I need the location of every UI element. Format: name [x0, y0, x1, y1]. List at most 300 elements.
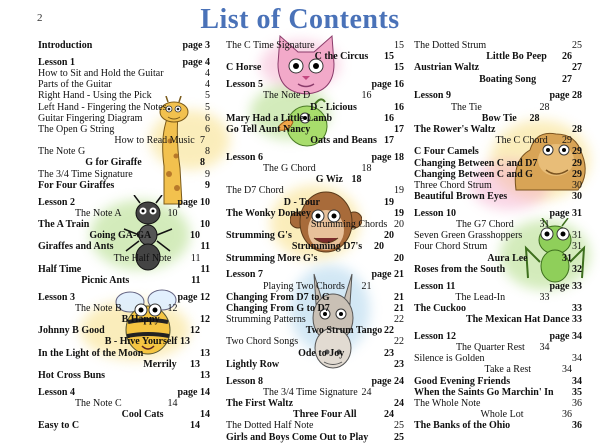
lesson-heading: [38, 57, 210, 68]
entry-page: 34: [562, 364, 572, 376]
entry-title: The G7 Chord: [455, 219, 514, 230]
entry-page: 27: [562, 73, 572, 85]
entry-title: Lesson 2: [38, 196, 75, 208]
entry-page: 13: [190, 358, 200, 370]
entry-page: 23: [384, 347, 394, 359]
entry-page: 20: [374, 241, 384, 253]
entry-page: 13: [200, 347, 210, 359]
entry-page: 26: [562, 51, 572, 63]
entry-page: 21: [361, 280, 372, 292]
entry-page: 23: [394, 358, 404, 370]
entry-title: Easy to C: [38, 420, 80, 432]
lesson-heading: [38, 292, 210, 303]
entry-title: D - Tour: [283, 196, 320, 208]
entry-page: 33: [572, 314, 582, 326]
song-entry: [226, 241, 404, 252]
entry-title: Girls and Boys Come Out to Play: [226, 431, 369, 443]
entry-title: Lesson 9: [414, 90, 451, 102]
entry-title: Playing Two Chords: [262, 280, 345, 292]
entry-title: Two Chord Songs: [226, 336, 299, 348]
lesson-heading: [414, 208, 582, 219]
entry-title: Lesson 7: [226, 269, 263, 281]
song-entry: [414, 124, 582, 135]
lesson-heading: [414, 281, 582, 292]
entry-page: page 18: [371, 151, 404, 163]
song-entry: [38, 348, 210, 359]
page-number: 2: [37, 12, 43, 24]
entry-page: 13: [200, 370, 210, 382]
lesson-heading: [226, 269, 404, 280]
entry-title: Strumming More G's: [226, 252, 318, 264]
topic-entry: [414, 135, 582, 146]
entry-page: page 24: [371, 375, 404, 387]
entry-page: page 3: [182, 40, 210, 51]
entry-title: Left Hand - Fingering the Notes: [38, 101, 167, 113]
entry-page: 33: [539, 291, 550, 303]
entry-page: 12: [167, 302, 178, 314]
entry-page: 34: [572, 353, 582, 365]
lesson-heading: [38, 40, 210, 51]
entry-page: 19: [384, 196, 394, 208]
topic-entry: [226, 314, 404, 325]
entry-page: 14: [200, 409, 210, 421]
entry-page: 28: [539, 101, 550, 113]
topic-entry: [414, 342, 582, 353]
entry-page: 30: [572, 179, 582, 191]
entry-page: 6: [205, 124, 210, 135]
entry-page: 34: [572, 375, 582, 387]
entry-title: G Wiz: [315, 174, 343, 186]
topic-entry: [414, 180, 582, 191]
entry-title: Guitar Fingering Diagram: [38, 112, 143, 124]
song-entry: [226, 230, 404, 241]
entry-page: 30: [572, 191, 582, 203]
entry-page: page 16: [371, 79, 404, 91]
entry-title: Going GA-GA: [89, 230, 152, 242]
entry-title: Strumming G's: [226, 230, 292, 242]
entry-title: The Open G String: [38, 124, 115, 135]
song-entry: [226, 409, 404, 420]
entry-title: G for Giraffe: [85, 157, 142, 169]
entry-page: 9: [205, 168, 210, 180]
entry-title: Lesson 5: [226, 79, 263, 91]
entry-title: C the Circus: [314, 51, 369, 63]
entry-title: Lesson 10: [414, 207, 456, 219]
entry-title: C Four Camels: [414, 146, 479, 158]
entry-title: The Note A: [74, 207, 122, 219]
entry-page: 12: [190, 325, 200, 337]
topic-entry: [38, 79, 210, 90]
entry-title: Mary Had a Little Lamb: [226, 112, 333, 124]
entry-page: 11: [190, 252, 201, 264]
song-entry: [414, 253, 582, 264]
entry-title: The 3/4 Time Signature: [38, 168, 133, 180]
song-entry: [414, 169, 582, 180]
entry-page: 21: [394, 302, 404, 314]
entry-title: How to Sit and Hold the Guitar: [38, 67, 164, 79]
entry-title: The Note D: [262, 90, 311, 102]
entry-title: How to Read Music: [114, 135, 195, 147]
entry-page: 22: [394, 314, 404, 326]
song-entry: [226, 303, 404, 314]
entry-title: Hot Cross Buns: [38, 370, 106, 382]
entry-title: When the Saints Go Marchin' In: [414, 386, 554, 398]
song-entry: [226, 348, 404, 359]
lesson-heading: [226, 152, 404, 163]
entry-page: 8: [205, 146, 210, 158]
entry-page: 10: [167, 207, 178, 219]
entry-page: 28: [572, 123, 582, 135]
entry-page: page 34: [549, 330, 582, 342]
song-entry: [226, 135, 404, 146]
lesson-heading: [226, 376, 404, 387]
entry-title: Changing Between C and G: [414, 168, 533, 180]
entry-page: page 4: [182, 56, 210, 68]
song-entry: [226, 51, 404, 62]
topic-entry: [414, 241, 582, 252]
entry-page: 20: [394, 219, 404, 231]
page-title: List of Contents: [200, 4, 400, 35]
entry-page: 24: [361, 386, 372, 398]
entry-title: Lesson 1: [38, 56, 75, 68]
entry-page: 36: [562, 409, 572, 421]
entry-page: 32: [572, 263, 582, 275]
entry-page: 36: [572, 398, 582, 410]
entry-title: The Dotted Strum: [414, 40, 487, 51]
lesson-heading: [414, 331, 582, 342]
song-entry: [38, 325, 210, 336]
entry-page: 12: [200, 314, 210, 326]
entry-title: Johnny B Good: [38, 325, 105, 337]
topic-entry: [38, 68, 210, 79]
entry-title: Austrian Waltz: [414, 62, 480, 74]
entry-title: Half Time: [38, 263, 82, 275]
song-entry: [226, 208, 404, 219]
entry-page: 11: [200, 241, 210, 253]
entry-title: In the Light of the Moon: [38, 347, 144, 359]
entry-title: The Wonky Donkey: [226, 207, 311, 219]
entry-title: Beautiful Brown Eyes: [414, 191, 508, 203]
song-entry: [414, 420, 582, 431]
entry-page: 25: [394, 431, 404, 443]
entry-title: B - Hive Yourself: [104, 336, 178, 348]
entry-title: Two Strum Tango: [305, 325, 383, 337]
entry-page: 31: [539, 219, 550, 230]
entry-page: 35: [572, 386, 582, 398]
song-entry: [38, 314, 210, 325]
song-entry: [38, 409, 210, 420]
entry-title: Whole Lot: [480, 409, 524, 421]
entry-page: 36: [572, 420, 582, 432]
topic-entry: [226, 185, 404, 196]
entry-title: The C Time Signature: [226, 40, 315, 51]
song-entry: [226, 113, 404, 124]
entry-title: Good Evening Friends: [414, 375, 511, 387]
entry-title: Introduction: [38, 40, 93, 51]
entry-title: Lesson 11: [414, 280, 456, 292]
entry-page: 15: [394, 62, 404, 74]
lesson-heading: [38, 387, 210, 398]
song-entry: [414, 146, 582, 157]
entry-page: 24: [384, 409, 394, 421]
entry-page: 28: [529, 112, 540, 124]
lesson-heading: [38, 197, 210, 208]
topic-entry: [226, 90, 404, 101]
song-entry: [414, 62, 582, 73]
entry-page: 29: [562, 135, 572, 147]
entry-page: 8: [200, 157, 205, 169]
contents-column-3: [414, 40, 582, 432]
entry-page: page 28: [549, 90, 582, 102]
entry-page: 21: [394, 291, 404, 303]
topic-entry: [226, 420, 404, 431]
topic-entry: [226, 40, 404, 51]
entry-title: Aura Lee: [487, 252, 528, 264]
topic-entry: [38, 398, 210, 409]
entry-page: 6: [205, 112, 210, 124]
entry-title: Strumming Patterns: [226, 314, 306, 326]
song-entry: [38, 219, 210, 230]
contents-column-1: [38, 40, 210, 432]
entry-title: Lesson 6: [226, 151, 263, 163]
entry-page: 20: [384, 230, 394, 242]
entry-title: For Four Giraffes: [38, 179, 115, 191]
entry-title: Take a Rest: [484, 364, 532, 376]
entry-page: 5: [205, 101, 210, 113]
topic-entry: [38, 253, 210, 264]
song-entry: [38, 264, 210, 275]
song-entry: [38, 336, 210, 347]
entry-page: page 14: [177, 386, 210, 398]
entry-title: The Mexican Hat Dance: [465, 314, 570, 326]
entry-title: Bow Tie: [481, 112, 517, 124]
entry-title: The Quarter Rest: [455, 342, 525, 354]
entry-title: The Dotted Half Note: [226, 420, 314, 432]
entry-title: The Half Note: [113, 252, 172, 264]
entry-page: 25: [572, 40, 582, 51]
entry-title: D - Licious: [310, 101, 357, 113]
topic-entry: [38, 90, 210, 101]
entry-page: 19: [394, 185, 404, 197]
entry-title: Little Bo Peep: [486, 51, 547, 63]
entry-title: The Note G: [38, 146, 86, 158]
song-entry: [226, 359, 404, 370]
topic-entry: [38, 135, 210, 146]
entry-title: Seven Green Grasshoppers: [414, 230, 523, 242]
entry-title: C Horse: [226, 62, 262, 74]
topic-entry: [226, 163, 404, 174]
entry-page: 31: [572, 230, 582, 242]
entry-page: 31: [572, 241, 582, 253]
topic-entry: [414, 40, 582, 51]
entry-page: 7: [200, 135, 205, 147]
entry-title: The Lead-In: [455, 291, 506, 303]
song-entry: [414, 387, 582, 398]
entry-title: The G Chord: [262, 163, 316, 175]
song-entry: [38, 157, 210, 168]
song-entry: [226, 432, 404, 443]
entry-title: The Whole Note: [414, 398, 481, 410]
song-entry: [226, 398, 404, 409]
entry-title: Go Tell Aunt Nancy: [226, 123, 311, 135]
entry-title: The Cuckoo: [414, 302, 466, 314]
entry-title: Lightly Row: [226, 358, 280, 370]
song-entry: [38, 180, 210, 191]
song-entry: [414, 74, 582, 85]
entry-title: Three Chord Strum: [414, 179, 492, 191]
song-entry: [226, 253, 404, 264]
entry-title: The Note C: [74, 398, 122, 409]
song-entry: [226, 325, 404, 336]
topic-entry: [38, 169, 210, 180]
entry-page: 18: [351, 174, 362, 186]
entry-title: Silence is Golden: [414, 353, 485, 365]
entry-title: The C Chord: [495, 135, 548, 147]
entry-page: 11: [191, 274, 201, 286]
topic-entry: [414, 219, 582, 230]
entry-page: 11: [200, 263, 210, 275]
entry-title: Right Hand - Using the Pick: [38, 90, 152, 102]
entry-page: page 33: [549, 280, 582, 292]
entry-title: The 3/4 Time Signature: [262, 386, 358, 398]
entry-title: Roses from the South: [414, 263, 506, 275]
topic-entry: [38, 124, 210, 135]
entry-title: Lesson 8: [226, 375, 263, 387]
entry-title: Oats and Beans: [310, 135, 377, 147]
entry-page: 14: [190, 420, 200, 432]
song-entry: [38, 275, 210, 286]
song-entry: [226, 124, 404, 135]
entry-title: The Note B: [74, 302, 122, 314]
song-entry: [414, 314, 582, 325]
song-entry: [414, 113, 582, 124]
song-entry: [226, 102, 404, 113]
entry-page: 15: [394, 40, 404, 51]
topic-entry: [226, 219, 404, 230]
entry-title: B Happy: [121, 314, 160, 326]
entry-title: The Banks of the Ohio: [414, 420, 511, 432]
entry-title: Four Chord Strum: [414, 241, 488, 253]
entry-page: 16: [384, 112, 394, 124]
entry-page: 29: [572, 146, 582, 158]
topic-entry: [414, 409, 582, 420]
song-entry: [414, 264, 582, 275]
entry-page: 31: [562, 252, 572, 264]
entry-page: 25: [394, 420, 404, 432]
entry-page: 33: [572, 302, 582, 314]
entry-page: 22: [384, 325, 394, 337]
entry-title: Strumming Chords: [310, 219, 388, 230]
entry-title: The Tie: [450, 101, 482, 113]
song-entry: [414, 191, 582, 202]
song-entry: [226, 197, 404, 208]
entry-page: page 10: [177, 196, 210, 208]
song-entry: [38, 359, 210, 370]
topic-entry: [38, 303, 210, 314]
song-entry: [226, 292, 404, 303]
entry-page: 34: [539, 342, 550, 354]
entry-page: 20: [394, 252, 404, 264]
entry-title: Changing From D7 to G: [226, 291, 330, 303]
entry-page: 18: [361, 163, 372, 175]
entry-page: 29: [572, 168, 582, 180]
entry-page: 13: [180, 336, 190, 348]
song-entry: [414, 303, 582, 314]
topic-entry: [38, 208, 210, 219]
topic-entry: [414, 353, 582, 364]
entry-page: 15: [384, 51, 394, 63]
entry-title: Lesson 4: [38, 386, 75, 398]
entry-page: 27: [572, 62, 582, 74]
entry-page: 10: [200, 219, 210, 231]
entry-title: The A Train: [38, 219, 90, 231]
entry-title: Lesson 3: [38, 291, 75, 303]
lesson-heading: [414, 90, 582, 101]
entry-title: Lesson 12: [414, 330, 456, 342]
entry-page: 4: [205, 79, 210, 91]
song-entry: [38, 230, 210, 241]
song-entry: [414, 157, 582, 168]
entry-page: 24: [394, 398, 404, 410]
entry-title: Boating Song: [479, 73, 537, 85]
entry-page: 16: [361, 90, 372, 102]
topic-entry: [38, 102, 210, 113]
entry-page: 19: [394, 207, 404, 219]
entry-page: 29: [572, 157, 582, 169]
entry-page: 16: [394, 101, 404, 113]
entry-page: 4: [205, 67, 210, 79]
entry-page: 17: [394, 123, 404, 135]
topic-entry: [38, 146, 210, 157]
entry-page: 14: [167, 398, 178, 409]
entry-page: 9: [205, 179, 210, 191]
entry-page: page 31: [549, 207, 582, 219]
topic-entry: [414, 230, 582, 241]
song-entry: [414, 51, 582, 62]
entry-title: Three Four All: [293, 409, 357, 421]
entry-title: Parts of the Guitar: [38, 79, 112, 91]
entry-page: 17: [384, 135, 394, 147]
entry-page: 5: [205, 90, 210, 102]
topic-entry: [414, 364, 582, 375]
topic-entry: [226, 387, 404, 398]
entry-title: The D7 Chord: [226, 185, 284, 197]
topic-entry: [226, 281, 404, 292]
topic-entry: [414, 292, 582, 303]
song-entry: [38, 370, 210, 381]
entry-title: Changing From G to D7: [226, 302, 330, 314]
entry-title: Strumming D7's: [291, 241, 363, 253]
entry-title: The First Waltz: [226, 398, 294, 410]
entry-title: Ode to Joy: [298, 347, 345, 359]
entry-page: 10: [190, 230, 200, 242]
contents-column-2: [226, 40, 404, 443]
song-entry: [226, 62, 404, 73]
topic-entry: [414, 398, 582, 409]
song-entry: [226, 174, 404, 185]
entry-page: page 12: [177, 291, 210, 303]
song-entry: [38, 241, 210, 252]
entry-title: The Rower's Waltz: [414, 123, 496, 135]
topic-entry: [38, 113, 210, 124]
entry-title: Merrily: [143, 358, 177, 370]
song-entry: [414, 376, 582, 387]
entry-title: Picnic Ants: [81, 274, 130, 286]
entry-title: Cool Cats: [121, 409, 164, 421]
topic-entry: [414, 102, 582, 113]
entry-title: Giraffes and Ants: [38, 241, 114, 253]
entry-page: page 21: [371, 269, 404, 281]
